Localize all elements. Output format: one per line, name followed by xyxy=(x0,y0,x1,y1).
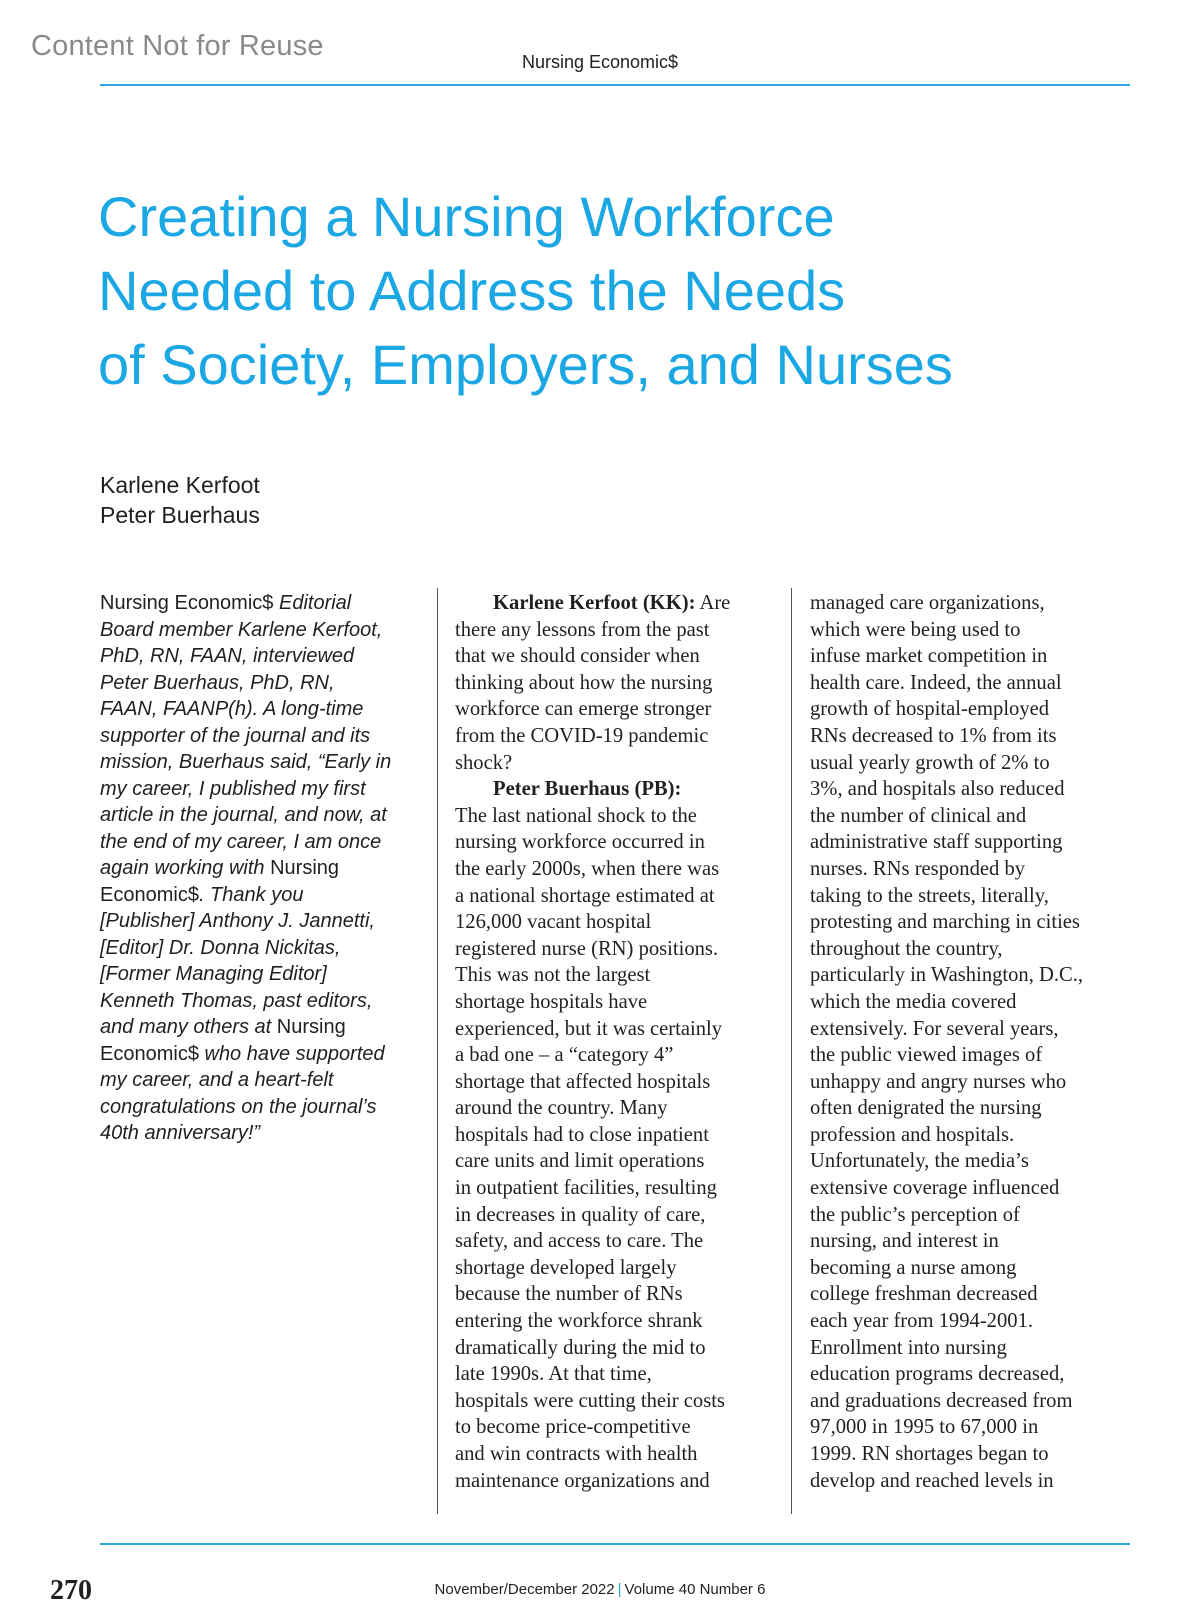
body-line: usual yearly growth of 2% to xyxy=(810,751,1050,774)
body-line: education programs decreased, xyxy=(810,1363,1065,1386)
body-line: This was not the largest xyxy=(455,964,651,987)
article-column-2 xyxy=(455,590,785,1494)
issue-volume: Volume 40 Number 6 xyxy=(624,1581,766,1598)
body-line: that we should consider when xyxy=(455,645,700,668)
body-line: and win contracts with health xyxy=(455,1443,698,1465)
body-line: the public’s perception of xyxy=(810,1203,1020,1226)
body-line: around the country. Many xyxy=(455,1097,668,1120)
body-line: shortage that affected hospitals xyxy=(455,1070,711,1093)
intro-line: and many others at Nursing xyxy=(100,1016,346,1038)
body-line: health care. Indeed, the annual xyxy=(810,671,1062,694)
intro-line: 40th anniversary!” xyxy=(100,1122,261,1144)
page-number: 270 xyxy=(50,1575,92,1606)
body-line: The last national shock to the xyxy=(455,804,697,827)
issue-separator: | xyxy=(617,1581,622,1598)
body-line: profession and hospitals. xyxy=(810,1123,1015,1146)
body-line: from the COVID-19 pandemic xyxy=(455,724,709,747)
body-line: unhappy and angry nurses who xyxy=(810,1070,1067,1093)
intro-line: Kenneth Thomas, past editors, xyxy=(100,989,373,1012)
intro-line: the end of my career, I am once xyxy=(100,830,382,853)
body-line: 126,000 vacant hospital xyxy=(455,911,652,934)
intro-line: mission, Buerhaus said, “Early in xyxy=(100,751,392,773)
intro-line: Board member Karlene Kerfoot, xyxy=(100,618,383,641)
body-line: care units and limit operations xyxy=(455,1150,705,1173)
body-line: experienced, but it was certainly xyxy=(455,1017,723,1040)
title-line: Needed to Address the Needs xyxy=(98,259,846,322)
body-line: safety, and access to care. The xyxy=(455,1230,704,1253)
intro-line: my career, and a heart-felt xyxy=(100,1069,334,1091)
intro-line: Nursing Economic$ Editorial xyxy=(100,592,352,614)
body-line: develop and reached levels in xyxy=(810,1469,1054,1492)
title-line: of Society, Employers, and Nurses xyxy=(98,333,953,396)
body-line xyxy=(455,776,785,803)
intro-line: supporter of the journal and its xyxy=(100,724,371,747)
body-line: entering the workforce shrank xyxy=(455,1310,703,1333)
body-line: workforce can emerge stronger xyxy=(455,698,712,721)
body-line: becoming a nurse among xyxy=(810,1256,1017,1279)
body-line: the number of clinical and xyxy=(810,804,1027,827)
body-line: hospitals had to close inpatient xyxy=(455,1123,709,1146)
body-line: Enrollment into nursing xyxy=(810,1336,1007,1359)
body-line: in outpatient facilities, resulting xyxy=(455,1177,717,1200)
intro-column xyxy=(100,590,420,1147)
intro-line: article in the journal, and now, at xyxy=(100,804,387,826)
intro-line: Economic$ who have supported xyxy=(100,1042,385,1065)
body-line: shortage developed largely xyxy=(455,1256,677,1279)
body-line: nurses. RNs responded by xyxy=(810,857,1026,880)
article-column-3 xyxy=(810,590,1135,1494)
body-line: in decreases in quality of care, xyxy=(455,1203,706,1226)
body-line: throughout the country, xyxy=(810,937,1003,960)
speaker-label: Karlene Kerfoot (KK): xyxy=(493,592,696,614)
intro-line: [Publisher] Anthony J. Jannetti, xyxy=(100,910,375,932)
body-line: infuse market competition in xyxy=(810,645,1048,668)
body-line: because the number of RNs xyxy=(455,1283,683,1306)
intro-line: again working with Nursing xyxy=(100,857,340,879)
body-line: RNs decreased to 1% from its xyxy=(810,724,1057,747)
body-line: dramatically during the mid to xyxy=(455,1336,706,1359)
body-line: there any lessons from the past xyxy=(455,618,710,641)
body-line: which the media covered xyxy=(810,990,1017,1013)
footer-rule xyxy=(100,1543,1130,1545)
body-line: college freshman decreased xyxy=(810,1283,1038,1306)
body-line: managed care organizations, xyxy=(810,592,1045,614)
author-list xyxy=(100,470,260,530)
body-line: late 1990s. At that time, xyxy=(455,1363,652,1386)
body-line: shortage hospitals have xyxy=(455,990,648,1013)
body-line: the early 2000s, when there was xyxy=(455,857,720,880)
author-name: Karlene Kerfoot xyxy=(100,472,260,498)
body-line: hospitals were cutting their costs xyxy=(455,1389,725,1412)
body-line: particularly in Washington, D.C., xyxy=(810,964,1084,987)
speaker-label: Peter Buerhaus (PB): xyxy=(493,778,682,801)
title-line: Creating a Nursing Workforce xyxy=(98,185,835,248)
body-line: Unfortunately, the media’s xyxy=(810,1150,1029,1173)
body-line: 1999. RN shortages began to xyxy=(810,1443,1049,1465)
body-line: a bad one – a “category 4” xyxy=(455,1044,674,1067)
body-line: 97,000 in 1995 to 67,000 in xyxy=(810,1416,1039,1439)
body-line: to become price-competitive xyxy=(455,1416,691,1439)
header-rule xyxy=(100,84,1130,86)
body-line: registered nurse (RN) positions. xyxy=(455,937,719,960)
running-head: Nursing Economic$ xyxy=(521,52,679,72)
article-title xyxy=(98,180,1138,402)
body-line: protesting and marching in cities xyxy=(810,911,1080,934)
issue-date: November/December 2022 xyxy=(434,1581,615,1598)
intro-line: FAAN, FAANP(h). A long-time xyxy=(100,698,364,720)
intro-line: [Editor] Dr. Donna Nickitas, xyxy=(100,936,341,959)
intro-line: PhD, RN, FAAN, interviewed xyxy=(100,645,355,667)
body-line: shock? xyxy=(455,751,513,774)
intro-line: Peter Buerhaus, PhD, RN, xyxy=(100,671,335,694)
intro-line: Economic$. Thank you xyxy=(100,883,304,906)
body-line: nursing, and interest in xyxy=(810,1230,999,1253)
intro-line: [Former Managing Editor] xyxy=(100,963,327,985)
body-line: extensively. For several years, xyxy=(810,1017,1059,1040)
body-line: each year from 1994-2001. xyxy=(810,1310,1034,1333)
body-line: extensive coverage influenced xyxy=(810,1177,1060,1200)
body-line: administrative staff supporting xyxy=(810,831,1063,854)
intro-line: congratulations on the journal’s xyxy=(100,1095,377,1118)
body-line: the public viewed images of xyxy=(810,1044,1043,1067)
body-line: often denigrated the nursing xyxy=(810,1097,1042,1120)
issue-info xyxy=(0,1581,1200,1598)
body-line: growth of hospital-employed xyxy=(810,698,1050,721)
intro-line: my career, I published my first xyxy=(100,777,366,800)
body-line: and graduations decreased from xyxy=(810,1389,1073,1412)
body-line: thinking about how the nursing xyxy=(455,671,713,694)
body-line: nursing workforce occurred in xyxy=(455,831,705,854)
body-line: maintenance organizations and xyxy=(455,1469,710,1492)
column-divider xyxy=(437,588,438,1514)
watermark: Content Not for Reuse xyxy=(31,30,324,62)
body-line: 3%, and hospitals also reduced xyxy=(810,778,1065,801)
author-name: Peter Buerhaus xyxy=(100,502,260,528)
body-line: which were being used to xyxy=(810,618,1021,641)
body-line: a national shortage estimated at xyxy=(455,884,715,907)
body-line: Karlene Kerfoot (KK): Are xyxy=(493,592,731,614)
column-divider xyxy=(791,588,792,1514)
body-line: taking to the streets, literally, xyxy=(810,884,1049,907)
